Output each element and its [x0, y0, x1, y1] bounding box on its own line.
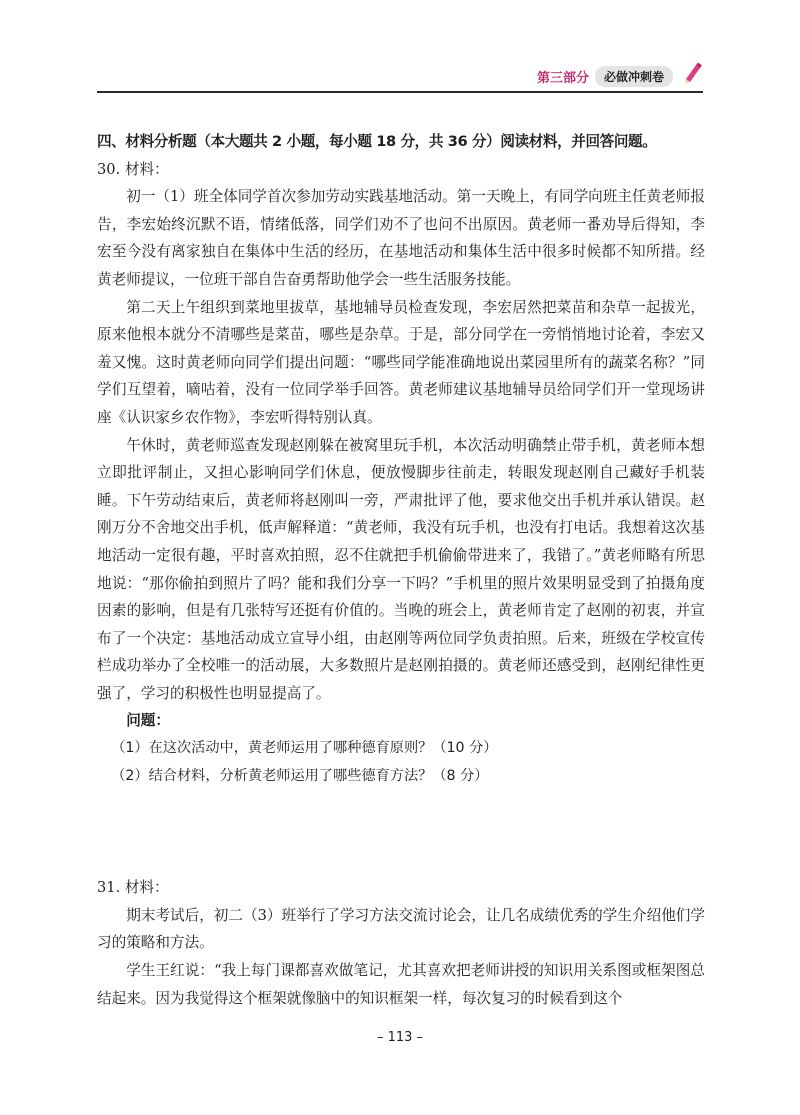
q30-question-2: （2）结合材料，分析黄老师运用了哪些德育方法？（8 分）	[111, 767, 489, 784]
header-tags	[537, 66, 673, 87]
q30-paragraph-1: 初一（1）班全体同学首次参加劳动实践基地活动。第一天晚上，有同学向班主任黄老师报告，李宏始终沉默不语，情绪低落，同学们劝不了也问不出原因。黄老师一番劝导后得知，李宏至今没有离家独自在集体中生活的经历，在基地活动和集体生活中很多时候都不知所措。经黄老师提议，一位班干部自告奋勇帮助他学会一些生活服务技能。	[97, 188, 705, 288]
answer-space	[97, 790, 705, 874]
pencil-icon	[681, 62, 703, 84]
question-30-label: 30. 材料：	[97, 160, 169, 178]
q30-question-1: （1）在这次活动中，黄老师运用了哪种德育原则？（10 分）	[111, 740, 498, 757]
part-label: 第三部分	[536, 71, 589, 86]
section-heading: 四、材料分析题（本大题共 2 小题，每小题 18 分，共 36 分）阅读材料，并回答问题。	[97, 133, 657, 150]
page-header	[97, 66, 703, 92]
page-number: – 113 –	[376, 1030, 424, 1045]
q31-paragraph-2: 学生王红说：“我上每门课都喜欢做笔记，尤其喜欢把老师讲授的知识用关系图或框架图总结起来。因为我觉得这个框架就像脑中的知识框架一样，每次复习的时候看到这个	[97, 962, 705, 1007]
question-31-label: 31. 材料：	[97, 879, 169, 897]
section-label: 必做冲刺卷	[595, 66, 673, 87]
q31-paragraph-1: 期末考试后，初二（3）班举行了学习方法交流讨论会，让几名成绩优秀的学生介绍他们学习的策略和方法。	[97, 906, 705, 952]
q30-paragraph-2: 第二天上午组织到菜地里拔草，基地辅导员检查发现，李宏居然把菜苗和杂草一起拔光，原来他根本就分不清哪些是菜苗，哪些是杂草。于是，部分同学在一旁悄悄地讨论着，李宏又羞又愧。这时黄老师向同学们提出问题：“哪些同学能准确地说出菜园里所有的蔬菜名称？”同学们互望着，嘀咕着，没有一位同学举手回答。黄老师建议基地辅导员给同学们开一堂现场讲座《认识家乡农作物》，李宏听得特别认真。	[97, 298, 705, 426]
q30-questions-label: 问题：	[126, 712, 170, 730]
page-content	[97, 128, 705, 1012]
header-divider	[97, 91, 703, 93]
q30-paragraph-3: 午休时，黄老师巡查发现赵刚躲在被窝里玩手机，本次活动明确禁止带手机，黄老师本想立即批评制止，又担心影响同学们休息，便放慢脚步往前走，转眼发现赵刚自己藏好手机装睡。下午劳动结束后，黄老师将赵刚叫一旁，严肃批评了他，要求他交出手机并承认错误。赵刚万分不舍地交出手机，低声解释道：“黄老师，我没有玩手机，也没有打电话。我想着这次基地活动一定很有趣，平时喜欢拍照，忍不住就把手机偷偷带进来了，我错了。”黄老师略有所思地说：“那你偷拍到照片了吗？能和我们分享一下吗？”手机里的照片效果明显受到了拍摄角度因素的影响，但是有几张特写还挺有价值的。当晚的班会上，黄老师肯定了赵刚的初衷，并宣布了一个决定：基地活动成立宣导小组，由赵刚等两位同学负责拍照。后来，班级在学校宣传栏成功举办了全校唯一的活动展，大多数照片是赵刚拍摄的。黄老师还感受到，赵刚纪律性更强了，学习的积极性也明显提高了。	[97, 436, 705, 702]
